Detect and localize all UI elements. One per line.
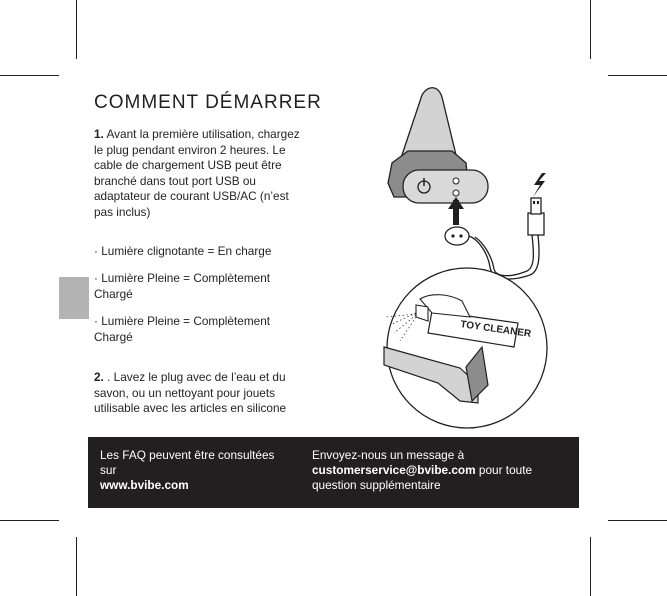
- cleaning-scene-drawing: [384, 268, 547, 428]
- footer-bar: [88, 437, 579, 508]
- faq-info: [100, 448, 280, 493]
- status-full-repeat: · Lumière Pleine = Complètement Chargé: [94, 314, 271, 344]
- status-blinking: · Lumière clignotante = En charge: [94, 244, 272, 258]
- crop-mark: [76, 0, 77, 59]
- step-2-text: . Lavez le plug avec de l’eau et du savon, ou un nettoyant pour jouets utilisable avec les articles en silicone: [94, 370, 287, 416]
- contact-info: [312, 448, 574, 493]
- product-illustration: [370, 85, 570, 430]
- step-1-text: Avant la première utilisation, chargez le plug pendant environ 2 heures. Le cable de chargement USB peut être branché dans tout port USB ou adaptateur de courant USB/AC (n’est pas inclus): [94, 127, 300, 219]
- plug-device-drawing: [388, 88, 488, 225]
- step-1-number: 1.: [94, 127, 104, 141]
- faq-text: Les FAQ peuvent être consultées sur: [100, 448, 275, 477]
- step-1: [94, 127, 309, 221]
- contact-email[interactable]: customerservice@bvibe.com: [312, 463, 476, 477]
- page-title: COMMENT DÉMARRER: [94, 92, 322, 113]
- crop-mark: [608, 520, 667, 521]
- contact-text: Envoyez-nous un message à: [312, 448, 465, 462]
- step-2: [94, 370, 309, 417]
- lightning-icon: [533, 173, 546, 197]
- step-2-number: 2.: [94, 370, 104, 384]
- side-tab: [59, 277, 89, 319]
- faq-link[interactable]: www.bvibe.com: [100, 478, 189, 492]
- contact-suffix: pour toute question supplémentaire: [312, 463, 533, 492]
- crop-mark: [76, 537, 77, 596]
- cleaner-label: TOY CLEANER: [459, 319, 532, 340]
- crop-mark: [0, 75, 59, 76]
- crop-mark: [590, 0, 591, 59]
- crop-mark: [590, 537, 591, 596]
- crop-mark: [608, 75, 667, 76]
- status-full: · Lumière Pleine = Complètement Chargé: [94, 271, 271, 301]
- crop-mark: [0, 520, 59, 521]
